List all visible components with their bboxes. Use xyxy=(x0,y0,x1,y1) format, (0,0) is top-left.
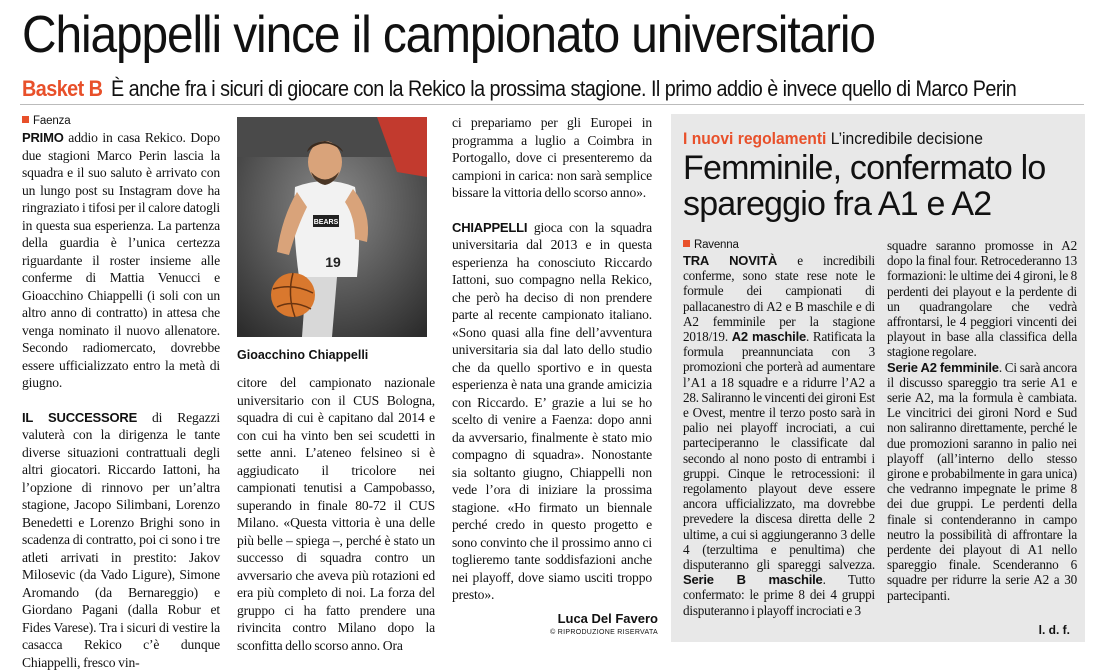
player-photo-illustration xyxy=(237,117,427,337)
section-tag: Basket B xyxy=(22,76,102,101)
paragraph-text: . Tutto confermato: le prime 8 dei 4 gruppi disputeranno i playoff incrociati e 3 xyxy=(683,572,875,617)
sidebar-column-2 xyxy=(887,238,1077,603)
sidebar-paragraph-2 xyxy=(887,360,1077,603)
paragraph-text: gioca con la squadra universitaria dal 2013 e in questa esperienza ha conosciuto Riccardo Iattoni, suo compagno nella Rekico, che però ha deciso di non prendere parte al recente campionato italiano. «Sono quasi alla fine dell’avventura universitaria sia dal lato dello studio che da quello sportivo e in questa esperienza è nata una grande amicizia con Riccardo. E’ grazie a lui se ho scelto di venire a Faenza: dopo anni da avversario, finalmente è stato mio compagno di squadra». Nonostante sia soltanto giugno, Chiappelli non vede l’ora di iniziare la prossima stagione. «Ho firmato un biennale perché credo in questo progetto e sono convinto che il prossimo anno ci toglieremo tante soddisfazioni anche nei playoff, dove siamo usciti troppo presto». xyxy=(452,220,652,603)
sidebar-tag: I nuovi regolamenti xyxy=(683,129,826,148)
article-paragraph-2 xyxy=(22,409,220,671)
paragraph-text: . Ci sarà ancora il discusso spareggio tra serie A1 e serie A2, ma la formula è cambiata. Le vincitrici dei gironi Nord e Sud non saliranno direttamente, perché le due promozioni saranno in palio nei playoff (all’interno dello stesso girone e probabilmente in gara unica) che vedranno impegnate le prime 8 dei due gruppi. Le perdenti della finale si contenderanno in campo neutro la possibilità di affrontare la perdente dei playout di A1 nello spareggio finale. Scenderanno 6 squadre per ridurre la serie A2 a 30 partecipanti. xyxy=(887,360,1077,603)
jersey-logo: BEARS xyxy=(314,219,339,226)
headline: Chiappelli vince il campionato universitario xyxy=(22,6,997,64)
paragraph-text: addio in casa Rekico. Dopo due stagioni Marco Perin lascia la squadra e il suo saluto è arrivato con un lungo post su Instagram dove ha ringraziato i tifosi per il calore datogli in questa sua esperienza. La partenza della guardia è l’unica certezza riguardante il roster insieme alle conferme di Mattia Venucci e Gioacchino Chiappelli (i soli con un altro anno di contratto) in attesa che venga nominato il nuovo allenatore. Secondo radiomercato, dovrebbe essere ufficializzato entro la metà di giugno. xyxy=(22,130,220,390)
photo-caption: Gioacchino Chiappelli xyxy=(237,348,427,362)
paragraph-lead: IL SUCCESSORE xyxy=(22,410,137,425)
paragraph-text: squadre saranno promosse in A2 dopo la final four. Retrocederanno 13 formazioni: le ultime dei 4 gironi, le 8 perdenti dei playout e la perdente di un quadrangolare che vedrà affrontarsi, le 4 peggiori vincenti dei playout in base alla classifica della stagione regolare. xyxy=(887,238,1077,359)
paragraph-text: citore del campionato nazionale universitario con il CUS Bologna, squadra di cui è capitano dal 2014 e con cui ha vinto ben sei scudetti in sette anni. L’ateneo felsineo si è aggiudicato il tricolore nei campionati tenutisi a Campobasso, superando in finale 80-72 il CUS Milano. «Questa vittoria è una delle più belle – spiega –, perché è stato un successo di squadra contro un avversario che aveva più rotazioni ed era più completo di noi. La forza del gruppo ci ha fatto prendere una rivincita contro Milano dopo la sconfitta dello scorso anno. Ora xyxy=(237,375,435,653)
paragraph-text: e incredibili conferme, sono state rese note le formule dei campionati di pallacanestro di A2 e B maschile e di A2 femminile per la stagione 2018/19. xyxy=(683,253,875,344)
sidebar-kicker xyxy=(683,128,1051,150)
header-divider xyxy=(20,104,1084,105)
sidebar-dateline-text: Ravenna xyxy=(694,239,739,251)
paragraph-text: . Ratificata la formula preannunciata con 3 promozioni che porterà ad aumentare l’A1 a 18 squadre e a ridurre l’A2 a 28. Saliranno le vincenti dei gironi Est e Ovest, mentre il terzo posto sarà in palio nei playoff incrociati, a cui parteciperanno le classificate dal secondo al nono posto di entrambi i gruppi. Cinque le retrocessioni: il regolamento playout deve essere ancora ufficializzato, ma dovrebbe prevedere la discesa diretta delle 2 ultime, a cui si aggiungeranno 3 delle 4 (terzultima e penultima) che disputeranno gli spareggi salvezza. xyxy=(683,329,875,572)
sidebar-title: Femminile, confermato lo spareggio fra A1 e A2 xyxy=(683,150,1083,222)
sidebar-dateline xyxy=(683,238,875,252)
article-column-1 xyxy=(22,114,220,671)
article-column-3 xyxy=(452,114,652,604)
section-label: Serie A2 femminile xyxy=(887,360,999,375)
jersey-number: 19 xyxy=(325,254,341,270)
paragraph-text: ci prepariamo per gli Europei in programma a luglio a Coimbra in Portogallo, dove ci presenteremo da campioni in carica: non sarà semplice bissare la vittoria dello scorso anno». xyxy=(452,115,652,200)
sidebar-paragraph-1 xyxy=(683,253,875,618)
subheadline xyxy=(22,75,976,103)
dateline-square-icon xyxy=(22,116,29,123)
player-photo xyxy=(237,117,427,337)
sidebar-column-1 xyxy=(683,238,875,618)
article-paragraph-1 xyxy=(22,129,220,392)
section-label: A2 maschile xyxy=(732,329,806,344)
dateline xyxy=(22,114,220,128)
subheadline-text: È anche fra i sicuri di giocare con la Rekico la prossima stagione. Il primo addio è invece quello di Marco Perin xyxy=(111,76,1016,101)
article-paragraph-2-end xyxy=(452,114,652,202)
dateline-text: Faenza xyxy=(33,115,70,127)
article-column-2 xyxy=(237,374,435,654)
copyright-notice: © RIPRODUZIONE RISERVATA xyxy=(468,629,658,636)
byline: Luca Del Favero xyxy=(468,611,658,626)
paragraph-text: di Regazzi valuterà con la dirigenza le tante diverse situazioni contrattuali degli altri giocatori. Riccardo Iattoni, ha l’opzione di rinnovo per un’altra stagione, Jacopo Silimbani, Lorenzo Benedetti e Lorenzo Brighi sono in scadenza di contratto, poi ci sono i tre atleti arrivati in prestito: Jakov Milosevic (da Vado Ligure), Simone Aromando (da Bernareggio) e Giordano Pagani (dalla Robur et Fides Varese). Tra i sicuri di vestire la casacca Rekico c’è dunque Chiappelli, fresco vin- xyxy=(22,410,220,670)
sidebar-kicker-text: L’incredibile decisione xyxy=(831,129,983,148)
sidebar-paragraph-1-continued xyxy=(887,238,1077,360)
paragraph-lead: PRIMO xyxy=(22,130,64,145)
article-paragraph-3 xyxy=(452,219,652,604)
dateline-square-icon xyxy=(683,240,690,247)
sidebar-signature: l. d. f. xyxy=(960,623,1070,637)
paragraph-lead: TRA NOVITÀ xyxy=(683,253,777,268)
article-paragraph-2-continued xyxy=(237,374,435,654)
paragraph-lead: CHIAPPELLI xyxy=(452,220,527,235)
section-label: Serie B maschile xyxy=(683,572,823,587)
